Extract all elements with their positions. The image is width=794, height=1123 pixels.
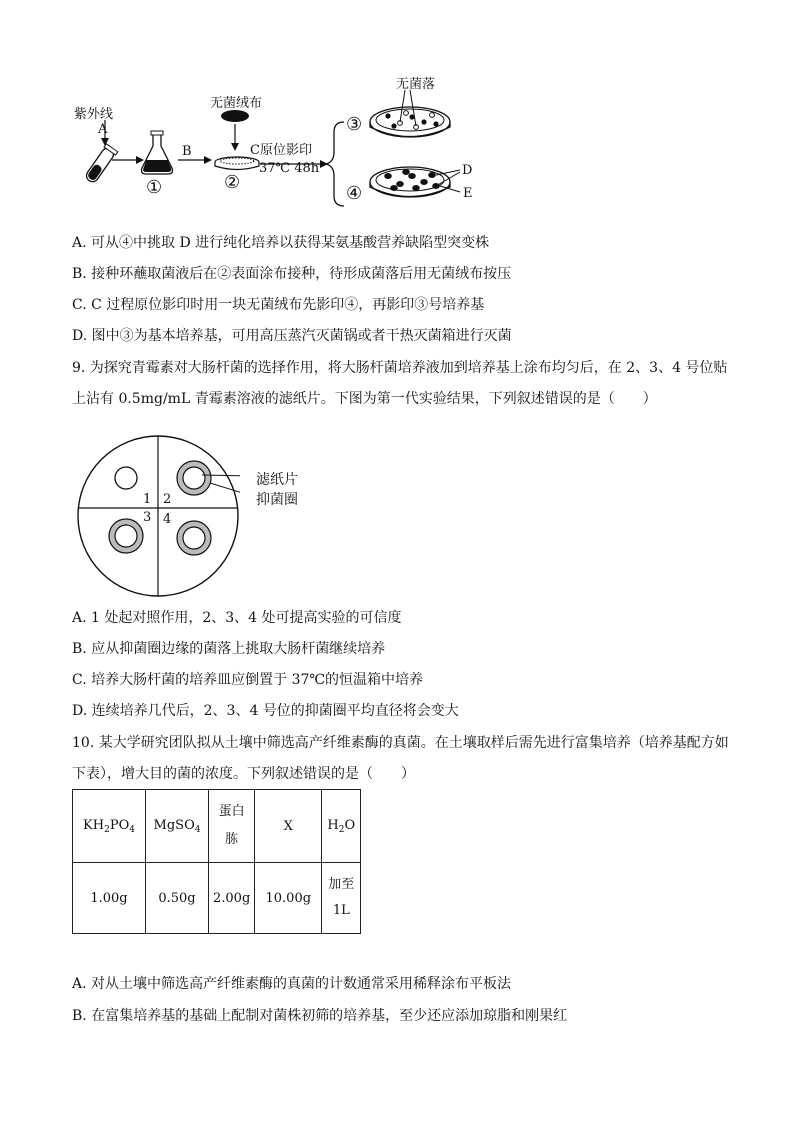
flask-icon xyxy=(142,131,173,174)
inhibition-zone-3 xyxy=(109,519,143,553)
colony-e-label: E xyxy=(463,186,473,201)
inhibition-zone-4 xyxy=(177,521,211,555)
q8-option-a[interactable]: A. 可从④中挑取 D 进行纯化培养以获得某氨基酸营养缺陷型突变株 xyxy=(72,235,490,251)
test-tube-icon xyxy=(83,144,117,185)
medium-recipe-table xyxy=(72,789,361,934)
filter-paper-label: 滤纸片 xyxy=(256,472,298,488)
value-x: 10.00g xyxy=(255,863,322,934)
q10-option-a[interactable]: A. 对从土壤中筛选高产纤维素酶的真菌的计数通常采用稀释涂布平板法 xyxy=(72,976,512,992)
q8-option-d[interactable]: D. 图中③为基本培养基，可用高压蒸汽灭菌锅或者干热灭菌箱进行灭菌 xyxy=(72,328,512,344)
header-mgso4: MgSO$_4$ xyxy=(146,790,209,863)
position-2: 2 xyxy=(163,492,172,507)
value-kh2po4: 1.00g xyxy=(73,863,146,934)
value-mgso4: 0.50g xyxy=(146,863,209,934)
inhibition-zone-label: 抑菌圈 xyxy=(256,492,298,508)
q9-option-d[interactable]: D. 连续培养几代后，2、3、4 号位的抑菌圈平均直径将会变大 xyxy=(72,703,459,719)
q9-stem-line2: 上沾有 0.5mg/mL 青霉素溶液的滤纸片。下图为第一代实验结果，下列叙述错误的是（ ） xyxy=(72,391,657,407)
inhibition-zone-2 xyxy=(177,461,211,495)
step-a-label: A xyxy=(98,122,108,137)
petri-dish-figure xyxy=(76,434,240,598)
q8-option-b[interactable]: B. 接种环蘸取菌液后在②表面涂布接种，待形成菌落后用无菌绒布按压 xyxy=(72,266,512,282)
plate-4-icon xyxy=(370,167,450,197)
condition-label: 37℃ 48h xyxy=(259,161,320,176)
header-h2o: $H_2O$ xyxy=(322,790,361,863)
velvet-label: 无菌绒布 xyxy=(210,96,263,111)
header-peptone: 蛋白 胨 xyxy=(209,790,255,863)
header-x: X xyxy=(255,790,322,863)
step-3-marker: ③ xyxy=(346,114,363,135)
q9-option-c[interactable]: C. 培养大肠杆菌的培养皿应倒置于 37℃的恒温箱中培养 xyxy=(72,672,424,688)
plate-3-icon xyxy=(370,107,450,137)
q10-option-b[interactable]: B. 在富集培养基的基础上配制对菌株初筛的培养基，至少还应添加琼脂和刚果红 xyxy=(72,1008,568,1024)
position-1: 1 xyxy=(143,492,152,507)
position-4: 4 xyxy=(163,512,172,527)
q9-option-a[interactable]: A. 1 处起对照作用，2、3、4 处可提高实验的可信度 xyxy=(72,610,402,626)
q10-stem-line2: 下表），增大目的菌的浓度。下列叙述错误的是（ ） xyxy=(72,766,415,782)
colony-d-label: D xyxy=(462,163,473,178)
colony-free-label: 无菌落 xyxy=(396,77,436,92)
value-h2o: 加至 1L xyxy=(322,863,361,934)
step-c-label: C原位影印 xyxy=(250,143,312,158)
q8-option-c[interactable]: C. C 过程原位影印时用一块无菌绒布先影印④，再影印③号培养基 xyxy=(72,297,485,313)
header-kh2po4: $KH_2PO_4$ xyxy=(73,790,146,863)
velvet-icon xyxy=(221,110,249,122)
step-2-marker: ② xyxy=(224,172,241,193)
step-4-marker: ④ xyxy=(346,183,363,204)
step-b-label: B xyxy=(182,144,192,159)
plate-2-icon xyxy=(215,157,259,170)
q9-option-b[interactable]: B. 应从抑菌圈边缘的菌落上挑取大肠杆菌继续培养 xyxy=(72,641,386,657)
value-peptone: 2.00g xyxy=(209,863,255,934)
filter-paper-1 xyxy=(115,467,137,489)
position-3: 3 xyxy=(143,510,152,525)
q10-stem-line1: 10. 某大学研究团队拟从土壤中筛选高产纤维素酶的真菌。在土壤取样后需先进行富集培养（培养基配方如 xyxy=(72,735,729,751)
q9-stem-line1: 9. 为探究青霉素对大肠杆菌的选择作用，将大肠杆菌培养液加到培养基上涂布均匀后，在 2、3、4 号位贴 xyxy=(72,360,728,376)
step-1-marker: ① xyxy=(146,177,163,198)
uv-label: 紫外线 xyxy=(74,107,114,122)
